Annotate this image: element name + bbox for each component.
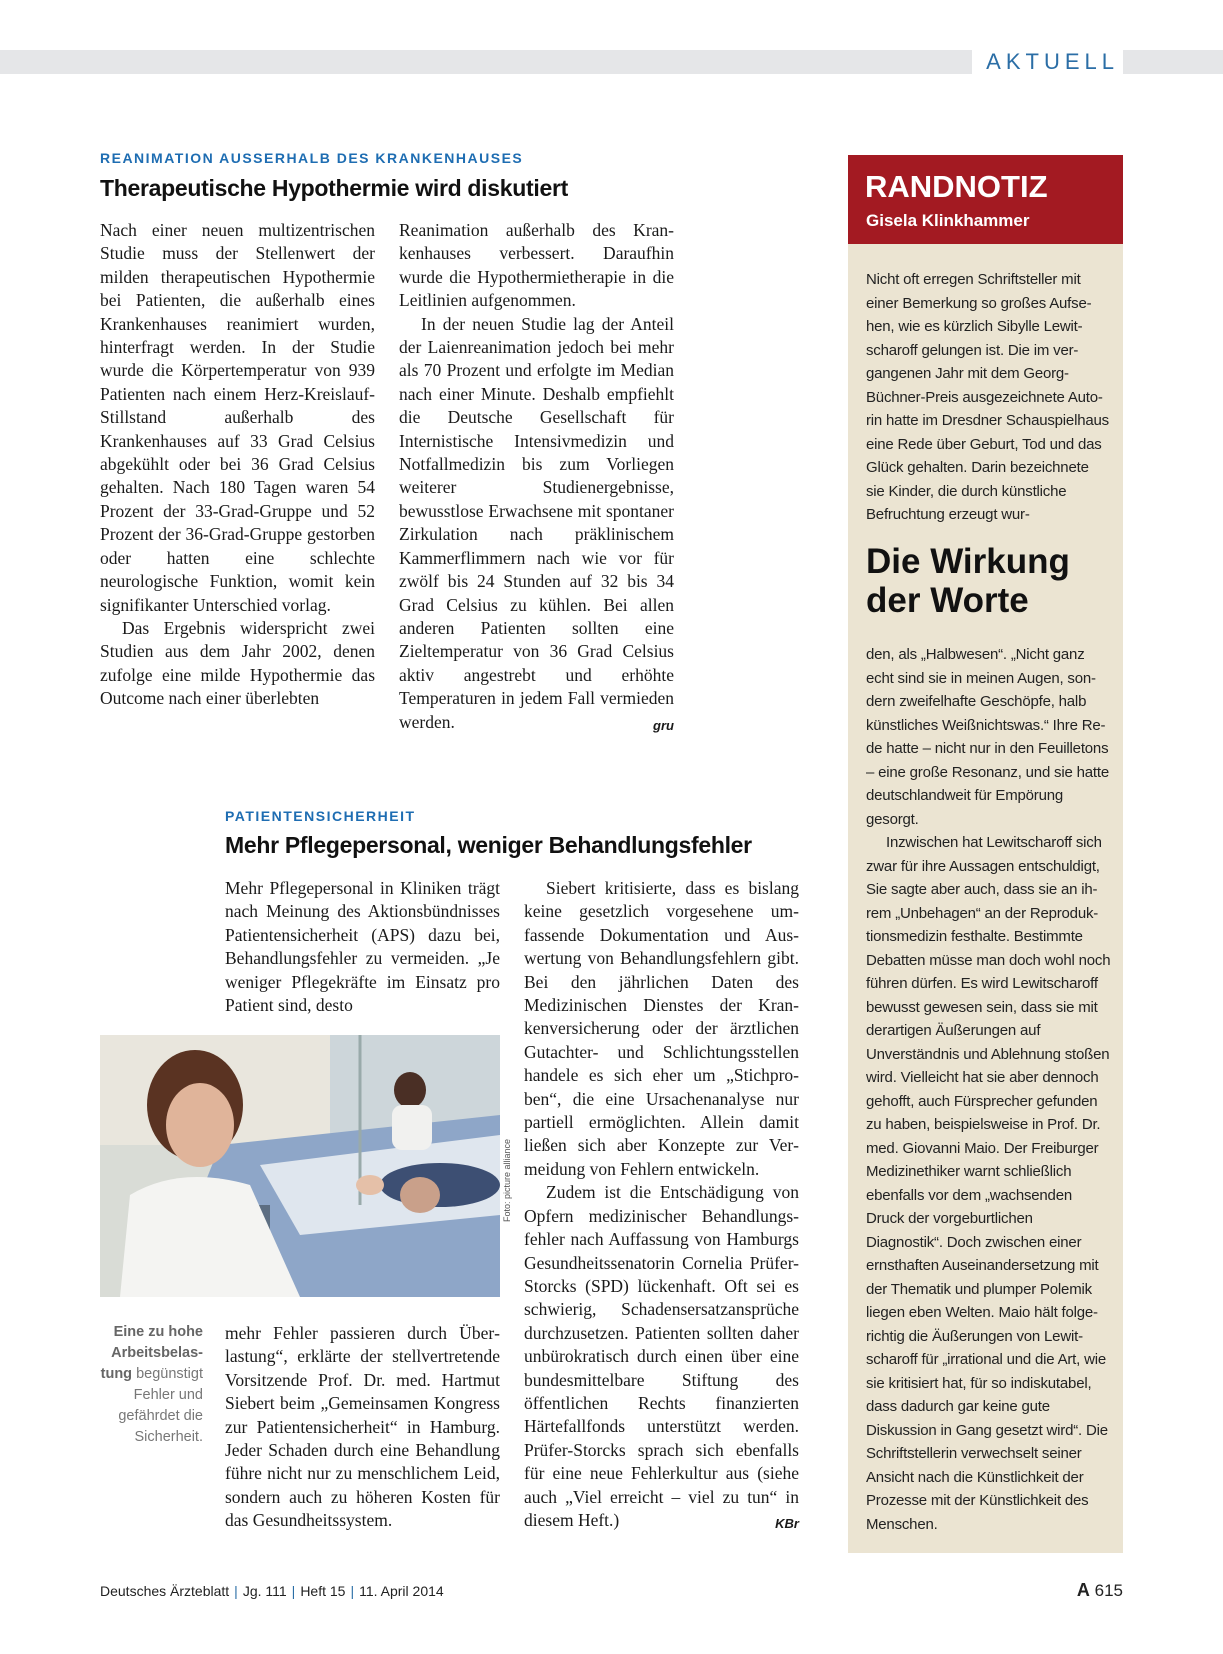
caption-bold: Eine zu hohe Arbeitsbelastung (100, 1324, 203, 1382)
sidebar-body (866, 643, 1111, 1536)
article2-column-1-bottom (225, 1322, 500, 1533)
sidebar-paragraph: Nicht oft erregen Schriftsteller mit einer Bemerkung so großes Aufsehen, wie es kürzlich Sibylle Lewitscharoff gelungen ist. Die im vergangenen Jahr mit dem Georg-Büchner-Preis ausgezeichnete Autorin hatte im Dresdner Schauspielhaus eine Rede über Geburt, Tod und das Glück gehalten. Darin bezeichnete sie Kinder, die durch künstliche Befruchtung erzeugt wur- (866, 271, 1109, 523)
article1-paragraph: Das Ergebnis widerspricht zwei Studien aus dem Jahr 2002, denen zufolge eine milde Hypothermie das Outcome nach einer überlebten (100, 617, 375, 709)
sidebar-headline-line: Die Wirkung (866, 542, 1070, 581)
sidebar-intro (866, 268, 1111, 527)
photo-credit: Foto: picture alliance (502, 1138, 512, 1222)
sidebar-header (848, 155, 1123, 244)
section-label: AKTUELL (972, 48, 1123, 76)
footer-citation: Deutsches Ärzteblatt | Jg. 111 | Heft 15 | 11. April 2014 (100, 1583, 444, 1599)
article2-headline: Mehr Pflegepersonal, weniger Behandlungsfehler (225, 832, 752, 858)
photo-caption (100, 1322, 203, 1448)
caption-text: begünstigt Fehler und gefährdet die Sicherheit. (118, 1366, 203, 1445)
article2-kicker: PATIENTENSICHERHEIT (225, 808, 416, 824)
photo-illustration (100, 1035, 500, 1297)
article2-paragraph: Mehr Pflegepersonal in Kliniken trägt nach Meinung des Aktionsbündnisses Patientensicherheit (APS) dazu bei, Behandlungsfehler zu vermeiden. „Je weniger Pflegekräfte im Einsatz pro Patient sind, desto (225, 878, 500, 1016)
article2-paragraph: Zudem ist die Entschädigung von Opfern medizinischer Behandlungsfehler nach Auffassung von Hamburgs Gesundheitssenatorin Cornelia Prüfer-Storcks (SPD) lückenhaft. Oft sei es schwierig, Schadensersatzansprüche durchzusetzen. Patienten sollten daher unbürokratisch durch einen über eine bundesmittelbare Stiftung des öffentlichen Rechts finanzierten Härtefallfonds unterstützt werden. Prüfer-Storcks sprach sich ebenfalls für eine neue Fehlerkultur aus (siehe auch „Viel erreicht – viel zu tun“ in diesem Heft.) KBr (524, 1181, 799, 1532)
article1-column-1 (100, 219, 375, 711)
sidebar-paragraph: Inzwischen hat Lewitscharoff sich zwar für ihre Aussagen entschuldigt, Sie sagte aber auch, dass sie an ihrem „Unbehagen“ an der Reproduktionsmedizin festhalte. Bestimmte Debatten müsse man doch wohl noch führen dürfen. Es wird Lewitscharoff bewusst gewesen sein, dass sie mit derartigen Äußerungen auf Unverständnis und Ablehnung stoßen wird. Vielleicht hat sie aber dennoch gehofft, auch Fürsprecher gefunden zu haben, beispielsweise in Prof. Dr. med. Giovanni Maio. Der Freiburger Medizinethiker warnt schließlich ebenfalls vor dem „wachsenden Druck der vorgeburtlichen Diagnostik“. Doch zwischen einer ernsthaften Auseinandersetzung mit der Thematik und plumper Polemik liegen eben Welten. Maio hält folgerichtig die Äußerungen von Lewitscharoff für „irrational und die Art, wie sie kritisiert hat, für so indiskutabel, dass dadurch gar keine gute Diskussion in Gang gesetzt wird“. Die Schriftstellerin verwechselt seiner Ansicht nach die Künstlichkeit der Prozesse mit der Künstlichkeit des Menschen. (866, 834, 1111, 1533)
article2-column-2 (524, 877, 799, 1535)
article2-signature: KBr (775, 1515, 799, 1531)
article1-kicker: REANIMATION AUSSERHALB DES KRANKENHAUSES (100, 150, 524, 166)
page-prefix: A (1076, 1580, 1090, 1600)
nurse-patient-photo (100, 1035, 500, 1297)
sidebar-title: RANDNOTIZ (865, 169, 1048, 204)
issue: Heft 15 (300, 1583, 346, 1599)
article2-paragraph: Siebert kritisierte, dass es bislang keine gesetzlich vorgesehene umfassende Dokumentation und Auswertung von Behandlungsfehlern gibt. Bei den jährlichen Daten des Medizinischen Dienstes der Krankenversicherung oder der ärztlichen Gutachter- und Schlichtungsstellen handele es sich eher um „Stichproben“, die eine Ursachenanalyse nur partiell ermöglichten. Allein damit ließen sich aber Konzepte zur Vermeidung von Fehlern entwickeln. (524, 878, 799, 1179)
article1-paragraph: Nach einer neuen multizentrischen Studie muss der Stellenwert der milden therapeutischen Hypothermie bei Patienten, die außerhalb eines Krankenhauses reanimiert wurden, hinterfragt werden. In der Studie wurde die Körpertemperatur von 939 Patienten nach einem Herz-Kreislauf-Stillstand außerhalb des Krankenhauses auf 33 Grad Celsius abgekühlt oder bei 36 Grad Celsius gehalten. Nach 180 Tagen waren 54 Prozent der 33-Grad-Gruppe und 52 Prozent der 36-Grad-Gruppe gestorben oder hatten eine schlechte neurologische Funktion, womit kein signifikanter Unterschied vorlag. (100, 220, 375, 615)
article1-column-2 (399, 219, 674, 737)
article1-paragraph: Reanimation außerhalb des Krankenhauses verbessert. Daraufhin wurde die Hypothermietherapie in die Leitlinien aufgenommen. (399, 220, 674, 311)
article1-paragraph: In der neuen Studie lag der Anteil der Laienreanimation jedoch bei mehr als 70 Prozent und erfolgte im Median nach einer Minute. Deshalb empfiehlt die Deutsche Gesellschaft für Internistische Intensivmedizin und Notfallmedizin bis zum Vorliegen weiterer Studienergebnisse, bewusstlose Erwachsene mit spontaner Zirkulation nach präklinischem Kammerflimmern nach wie vor für zwölf bis 24 Stunden auf 32 bis 34 Grad Celsius zu kühlen. Bei allen anderen Patienten sollten eine Zieltemperatur von 36 Grad Celsius aktiv angestrebt und erhöhte Temperaturen in jedem Fall vermieden werden. gru (399, 313, 674, 734)
article1-signature: gru (653, 717, 674, 733)
article1-headline: Therapeutische Hypothermie wird diskutiert (100, 175, 568, 201)
article2-paragraph: mehr Fehler passieren durch Überlastung“, erklärte der stellvertretende Vorsitzende Prof. Dr. med. Hartmut Siebert beim „Gemeinsamen Kongress zur Patientensicherheit“ in Hamburg. Jeder Schaden durch eine Behandlung führe nicht nur zu menschlichem Leid, sondern auch zu höheren Kosten für das Gesundheitssystem. (225, 1323, 500, 1531)
article2-column-1-top (225, 877, 500, 1017)
sidebar-paragraph: den, als „Halbwesen“. „Nicht ganz echt sind sie in meinen Augen, sondern zweifelhafte Geschöpfe, halb künstliches Weißnichtswas.“ Ihre Rede hatte – nicht nur in den Feuilletons – eine große Resonanz, und sie hatte deutschlandweit für Empörung gesorgt. (866, 646, 1109, 828)
sidebar-headline (866, 542, 1070, 620)
sidebar-headline-line: der Worte (866, 581, 1029, 620)
issue-date: 11. April 2014 (359, 1583, 444, 1599)
sidebar-author: Gisela Klinkhammer (866, 211, 1030, 230)
page-number (1077, 1580, 1123, 1601)
journal-name: Deutsches Ärzteblatt (100, 1583, 230, 1599)
volume: Jg. 111 (242, 1583, 287, 1599)
page-number-value: 615 (1094, 1581, 1123, 1600)
